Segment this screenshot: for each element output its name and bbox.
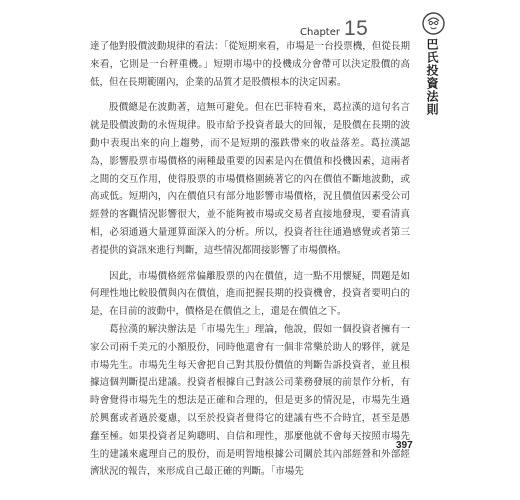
chapter-number: 15 — [343, 17, 369, 40]
paragraph-3: 因此，市場價格經常偏離股票的內在價值，這一點不用懷疑，問題是如何理性地比較股價與內在價值，進而把握長期的投資機會，投資者要明白的是，在目前的波動中，價格是在價值之上，還是在價值之下。 — [90, 270, 410, 318]
body-text — [90, 38, 410, 481]
chapter-label: Chapter — [300, 27, 340, 38]
portrait-emblem-icon — [422, 12, 445, 35]
chapter-header — [300, 14, 430, 40]
paragraph-4: 葛拉漢的解決辦法是「市場先生」理論，他說，假如一個投資者擁有一家公司兩千美元的小額股份，同時他還會有一個非常樂於助人的夥伴，就是市場先生。市場先生每天會把自己對其股份價值的判斷告訴投資者，並且根據這個判斷提出建議。投資者根據自己對該公司業務發展的前景作分析，有時會覺得市場先生的想法是正確和合理的，但是更多的情況是，市場先生過於興奮或者過於憂慮，以至於投資者覺得它的建議有些不合時宜，甚至是愚蠢至極。如果投資者足夠聰明、自信和理性，那麼他就不會每天按照市場先生的建議來處理自己的股份，而是明智地根據公司關於其內部經營和外部經濟狀況的報告，來形成自己最正確的判斷。「市場先 — [90, 323, 410, 478]
page-number: 397 — [396, 440, 413, 451]
paragraph-2: 股價總是在波動著，這無可避免。但在巴菲特看來，葛拉漢的這句名言就是股價波動的永恆規律。股市給予投資者最大的回報，是股價在長期的波動中表現出來的向上趨勢，而不是短期的漲跌帶來的收益落差。葛拉漢認為，影響股票市場價格的兩種最重要的因素是內在價值和投機因素，這兩者之間的交互作用，使得股票的市場價格圍繞著它的內在價值不斷地波動，或高或低。短期內，內在價值只有部分地影響市場價格，況且價值因素受公司經營的客觀情況影響很大，並不能夠被市場或交易者直接地發現，要看清真相，必須通過大量運算面深入的分析。所以，投資者往往通過感覺或者第三者提供的資訊來進行判斷，這些情況都間接影響了市場價格。 — [90, 102, 410, 256]
side-section-title: 巴氏投資法則 — [425, 38, 439, 116]
paragraph-1: 達了他對股價波動規律的看法：「從短期來看，市場是一台投票機，但從長期來看，它則是一台秤重機。」短期市場中的投機成分會帶可以決定股價的高低，但在長期範圍內，企業的品質才是股價根本的決定因素。 — [90, 41, 410, 88]
